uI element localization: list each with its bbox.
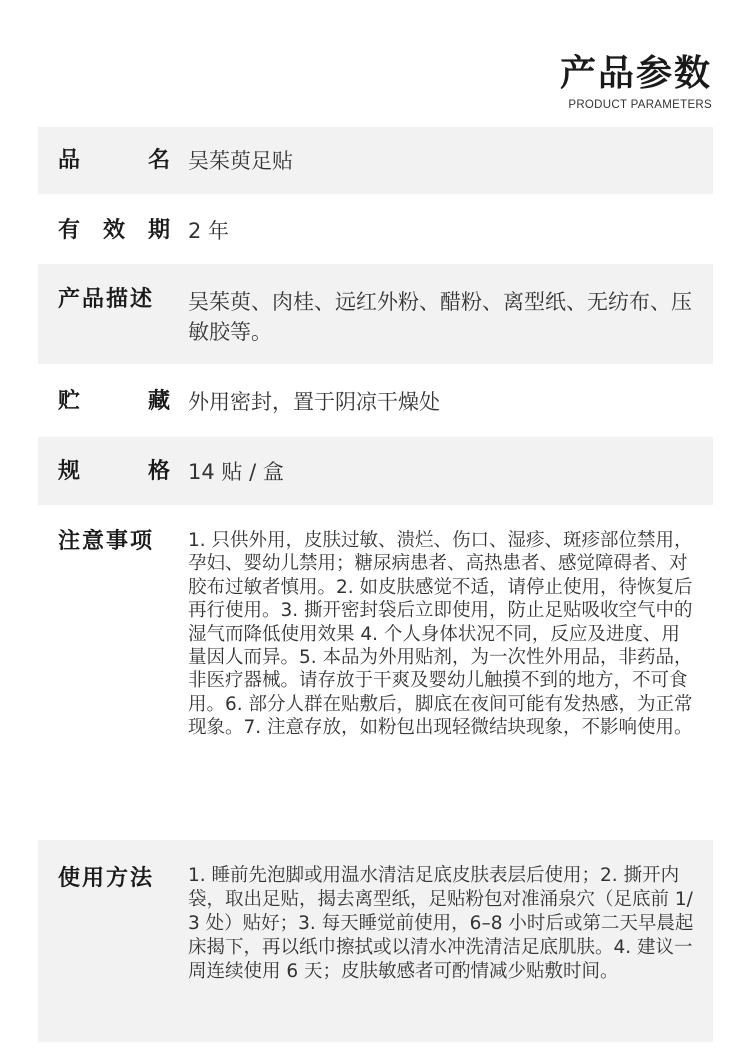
- param-label-description: 产品描述: [58, 287, 155, 312]
- param-label-validity: 有 效 期: [58, 218, 170, 243]
- param-value-name: 吴茱萸足贴: [188, 149, 293, 173]
- param-label-notes: 注意事项: [58, 529, 155, 554]
- section-header: [560, 52, 712, 111]
- param-row-spec: [38, 437, 713, 505]
- param-label-name: 品 名: [58, 148, 170, 173]
- param-label-spec: 规 格: [58, 459, 170, 484]
- param-row-description: [38, 264, 713, 364]
- param-label-storage: 贮 藏: [58, 389, 170, 414]
- param-label-usage: 使用方法: [58, 866, 155, 891]
- param-value-spec: 14 贴 / 盒: [188, 460, 284, 484]
- param-value-validity: 2 年: [188, 219, 230, 243]
- param-value-storage: 外用密封，置于阴凉干燥处: [188, 390, 440, 414]
- param-row-usage: [38, 840, 713, 1042]
- param-row-validity: [38, 194, 713, 264]
- param-row-storage: [38, 364, 713, 437]
- param-value-notes: 1. 只供外用，皮肤过敏、溃烂、伤口、湿疹、斑疹部位禁用，孕妇、婴幼儿禁用；糖尿病患者、高热患者、感觉障碍者、对胶布过敏者慎用。2. 如皮肤感觉不适，请停止使用，待恢复后再行使用。3. 撕开密封袋后立即使用，防止足贴吸收空气中的湿气而降低使用效果 4. 个人身体状况不同，反应及进度、用量因人而异。5. 本品为外用贴剂，为一次性外用品，非药品，非医疗器械。请存放于干爽及婴幼儿触摸不到的地方，不可食用。6. 部分人群在贴敷后，脚底在夜间可能有发热感，为正常现象。7. 注意存放，如粉包出现轻微结块现象，不影响使用。: [188, 530, 693, 739]
- page-subtitle: PRODUCT PARAMETERS: [568, 99, 712, 111]
- param-value-usage: 1. 睡前先泡脚或用温水清洁足底皮肤表层后使用；2. 撕开内袋，取出足贴，揭去离型纸，足贴粉包对准涌泉穴（足底前 1/3 处）贴好；3. 每天睡觉前使用，6–8 小时后或第二天早晨起床揭下，再以纸巾擦拭或以清水冲洗清洁足底肌肤。4. 建议一周连续使用 6 天；皮肤敏感者可酌情减少贴敷时间。: [188, 865, 694, 982]
- param-value-description: 吴茱萸、肉桂、远红外粉、醋粉、离型纸、无纺布、压敏胶等。: [188, 290, 692, 344]
- param-row-notes: [38, 505, 713, 840]
- param-row-name: [38, 127, 713, 194]
- page-title: 产品参数: [559, 53, 712, 94]
